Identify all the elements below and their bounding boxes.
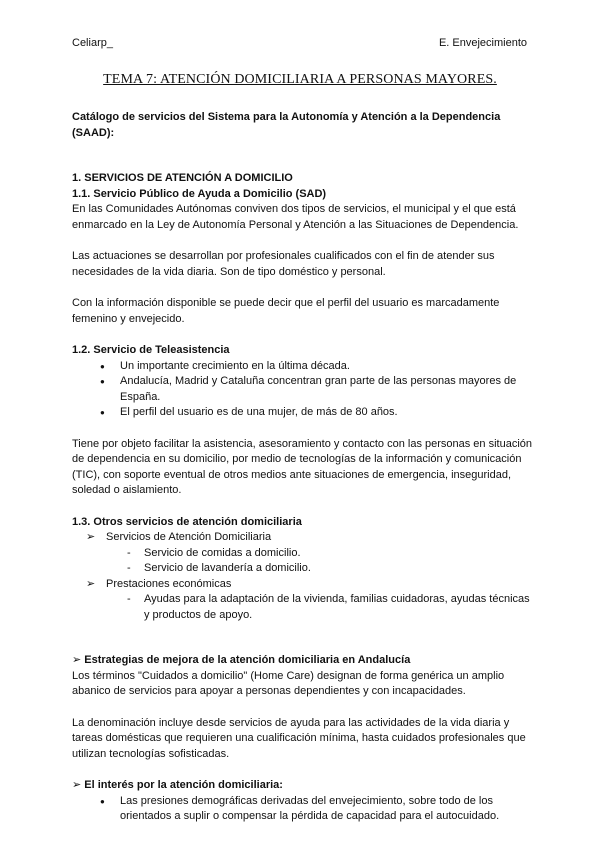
document-body — [72, 110, 532, 825]
list-item: ● Las presiones demográficas derivadas del envejecimiento, sobre todo de los orientados a suplir o compensar la pérdida de capacidad para el autocuidado. — [120, 794, 532, 825]
sub-list-item: - Servicio de comidas a domicilio. — [144, 546, 532, 562]
catalog-heading: Catálogo de servicios del Sistema para la Autonomía y Atención a la Dependencia (SAAD): — [72, 111, 501, 139]
list-item — [86, 530, 532, 577]
sub-list-item: - Ayudas para la adaptación de la vivienda, familias cuidadoras, ayudas técnicas y productos de apoyo. — [144, 592, 532, 623]
paragraph: Tiene por objeto facilitar la asistencia, asesoramiento y contacto con las personas en situación de dependencia en su domicilio, por medio de tecnologías de la información y comunicación (TIC), con soporte eventual de otros medios ante situaciones de emergencia, inseguridad, soledad o aislamiento. — [72, 437, 533, 496]
paragraph: Los términos "Cuidados a domicilio" (Home Care) designan de forma genérica un amplio abanico de servicios para apoyar a personas dependientes y con incapacidades. — [72, 669, 505, 697]
paragraph: En las Comunidades Autónomas conviven dos tipos de servicios, el municipal y el que está enmarcado en la Ley de Autonomía Personal y Atención a las Situaciones de Dependencia. — [72, 203, 519, 231]
header-subject: E. Envejecimiento — [438, 37, 527, 49]
page-title: TEMA 7: ATENCIÓN DOMICILIARIA A PERSONAS MAYORES. — [103, 72, 497, 87]
other-services-list — [72, 530, 532, 623]
interest-list — [72, 794, 532, 825]
list-item: ● El perfil del usuario es de una mujer, de más de 80 años. — [120, 405, 532, 421]
list-item-label: Servicios de Atención Domiciliaria — [106, 531, 272, 543]
teleasistencia-list — [72, 359, 532, 421]
arrow-icon: ➢ — [86, 577, 96, 590]
section-1-1-heading: 1.1. Servicio Público de Ayuda a Domicilio (SAD) — [72, 187, 327, 200]
section-1-3-heading: 1.3. Otros servicios de atención domiciliaria — [72, 515, 302, 528]
paragraph: Las actuaciones se desarrollan por profesionales cualificados con el fin de atender sus necesidades de la vida diaria. Son de tipo doméstico y personal. — [72, 250, 495, 278]
sub-list — [106, 592, 532, 623]
list-item-label: Prestaciones económicas — [106, 577, 232, 590]
arrow-icon: ➢ — [86, 531, 96, 543]
header-author: Celiarp_ — [72, 37, 113, 49]
paragraph: Con la información disponible se puede decir que el perfil del usuario es marcadamente femenino y envejecido. — [72, 297, 500, 325]
list-item — [86, 577, 532, 624]
section-1-2-heading: 1.2. Servicio de Teleasistencia — [72, 344, 230, 356]
interest-heading: ➢ El interés por la atención domiciliaria: — [72, 779, 283, 791]
list-item: ● Un importante crecimiento en la última década. — [120, 359, 532, 375]
sub-list — [106, 546, 532, 577]
list-item: ● Andalucía, Madrid y Cataluña concentran gran parte de las personas mayores de España. — [120, 374, 532, 405]
strategies-heading: ➢ Estrategias de mejora de la atención domiciliaria en Andalucía — [72, 654, 411, 666]
sub-list-item: - Servicio de lavandería a domicilio. — [144, 561, 532, 577]
section-1-heading: 1. SERVICIOS DE ATENCIÓN A DOMICILIO — [72, 172, 293, 184]
paragraph: La denominación incluye desde servicios de ayuda para las actividades de la vida diaria y tareas domésticas que requieren una cualificación mínima, hasta cuidados profesionales que utilizan tecnologías sofisticadas. — [72, 716, 526, 760]
